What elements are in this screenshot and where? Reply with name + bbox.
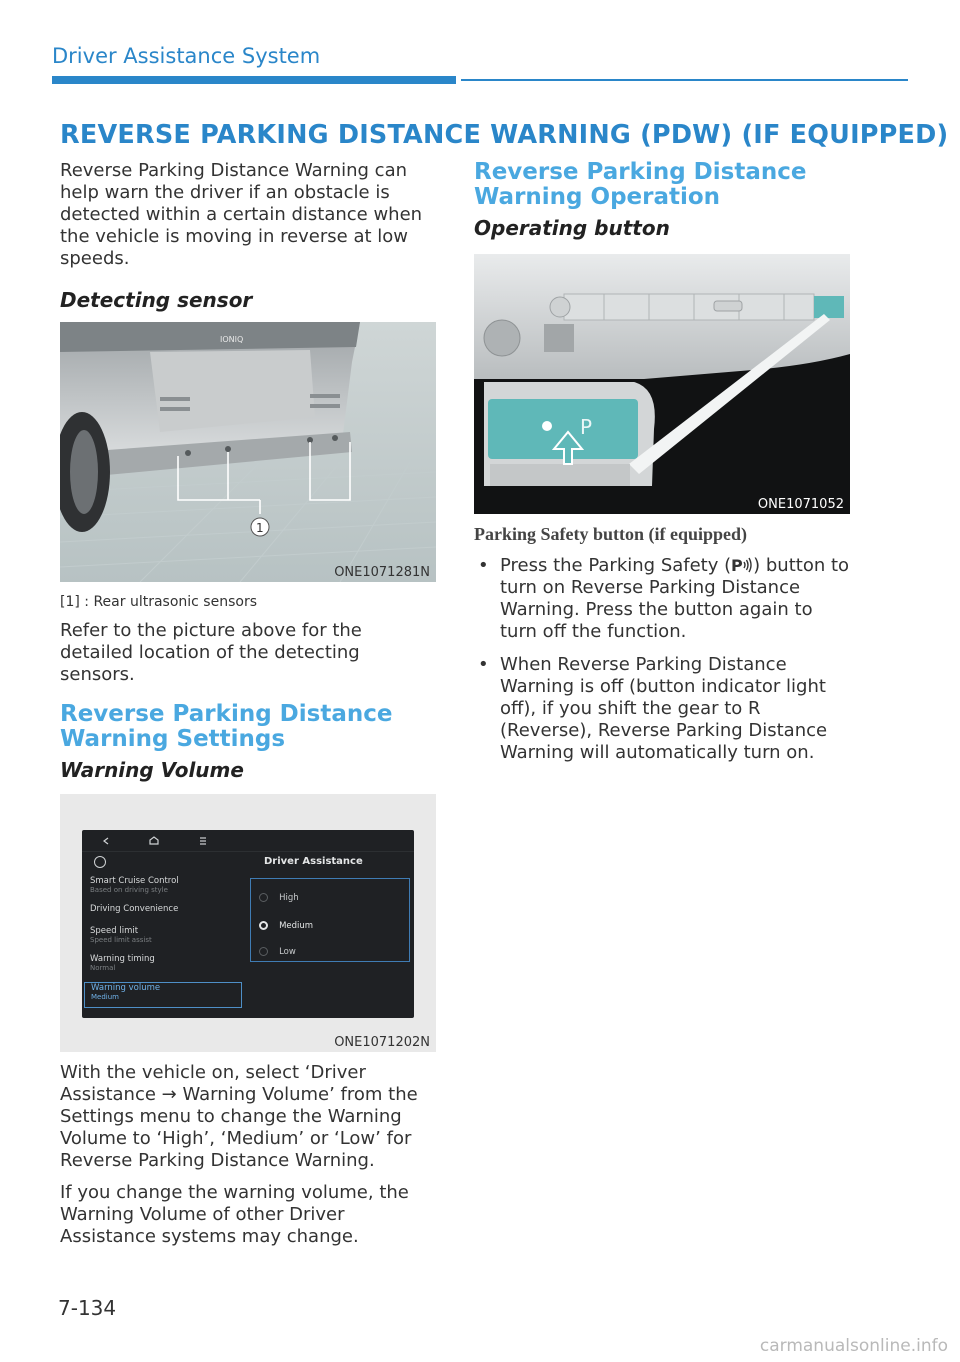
option-high[interactable]: High: [259, 887, 299, 903]
parking-button-label: P: [580, 415, 593, 439]
badge-text: IONIQ: [220, 335, 244, 344]
radio-high-icon: [259, 893, 268, 902]
page-number: 7-134: [58, 1296, 117, 1320]
screen-toolbar: [82, 830, 414, 852]
menu-item-selected[interactable]: Warning volume Medium: [84, 982, 242, 1008]
figure-caption: [1] : Rear ultrasonic sensors: [60, 594, 257, 610]
svg-text:P: P: [731, 556, 743, 574]
refer-paragraph: Refer to the picture above for the detailed location of the detecting sensors.: [60, 620, 362, 685]
figure-code: ONE1071202N: [334, 1035, 430, 1050]
bullet-2-text: When Reverse Parking Distance Warning is off (button indicator light off), if you shift the gear to R (Reverse), Reverse Parking Distance Warning will automatically turn on.: [500, 654, 828, 763]
warning-volume-heading: Warning Volume: [60, 758, 244, 782]
settings-menu: [90, 876, 240, 1008]
bullet-1-pre: Press the Parking Safety (: [500, 555, 732, 576]
parking-safety-icon: [731, 556, 753, 574]
sensor-callout-number: 1: [256, 521, 264, 535]
bullet-item: [474, 555, 852, 643]
volume-options-panel: [250, 878, 410, 962]
settings-paragraph-2: If you change the warning volume, the Warning Volume of other Driver Assistance systems may change.: [60, 1182, 409, 1247]
rear-sensor-figure: [60, 322, 436, 582]
radio-low-icon: [259, 947, 268, 956]
operation-heading: Reverse Parking Distance Warning Operation: [474, 159, 807, 210]
right-column: [474, 160, 852, 775]
settings-screen: [82, 830, 414, 1018]
detecting-sensor-heading: Detecting sensor: [60, 288, 253, 312]
figure-code: ONE1071281N: [334, 565, 430, 580]
screen-title: Driver Assistance: [264, 856, 363, 867]
menu-item[interactable]: Driving Convenience: [90, 904, 179, 914]
search-icon: [94, 856, 106, 868]
bullet-item: [474, 654, 852, 764]
menu-item[interactable]: Warning timing Normal: [90, 954, 155, 972]
watermark: carmanualsonline.info: [759, 1336, 948, 1356]
intro-paragraph: Reverse Parking Distance Warning can help warn the driver if an obstacle is detected within a certain distance when the vehicle is moving in reverse at low speeds.: [60, 160, 423, 269]
section-title: REVERSE PARKING DISTANCE WARNING (PDW) (IF EQUIPPED): [60, 120, 949, 150]
left-column: [60, 160, 436, 1258]
figure-code: ONE1071052: [757, 497, 844, 512]
bullet-1-post: ) button to turn on Reverse Parking Distance Warning. Press the button again to turn off the function.: [500, 555, 850, 642]
operating-button-figure: [474, 254, 850, 514]
settings-screen-figure: [60, 794, 436, 1052]
header-rule-thin: [461, 79, 908, 81]
menu-item[interactable]: Smart Cruise Control Based on driving style: [90, 876, 179, 894]
option-low[interactable]: Low: [259, 941, 296, 957]
bullet-icon: •: [478, 654, 489, 675]
dashboard-illustration: [474, 254, 850, 514]
operating-button-heading: Operating button: [474, 216, 670, 240]
header-title: Driver Assistance System: [52, 44, 321, 68]
bullet-icon: •: [478, 555, 489, 576]
menu-item[interactable]: Speed limit Speed limit assist: [90, 926, 152, 944]
rear-vehicle-illustration: [60, 322, 436, 582]
option-medium[interactable]: Medium: [259, 915, 313, 931]
parking-safety-heading: Parking Safety button (if equipped): [474, 524, 748, 544]
header-rule-thick: [52, 76, 456, 84]
settings-heading: Reverse Parking Distance Warning Settings: [60, 701, 393, 752]
radio-medium-selected-icon: [259, 921, 268, 930]
settings-paragraph-1: With the vehicle on, select ‘Driver Assistance → Warning Volume’ from the Settings menu to change the Warning Volume to ‘High’, ‘Medium’ or ‘Low’ for Reverse Parking Distance Warning.: [60, 1062, 418, 1171]
